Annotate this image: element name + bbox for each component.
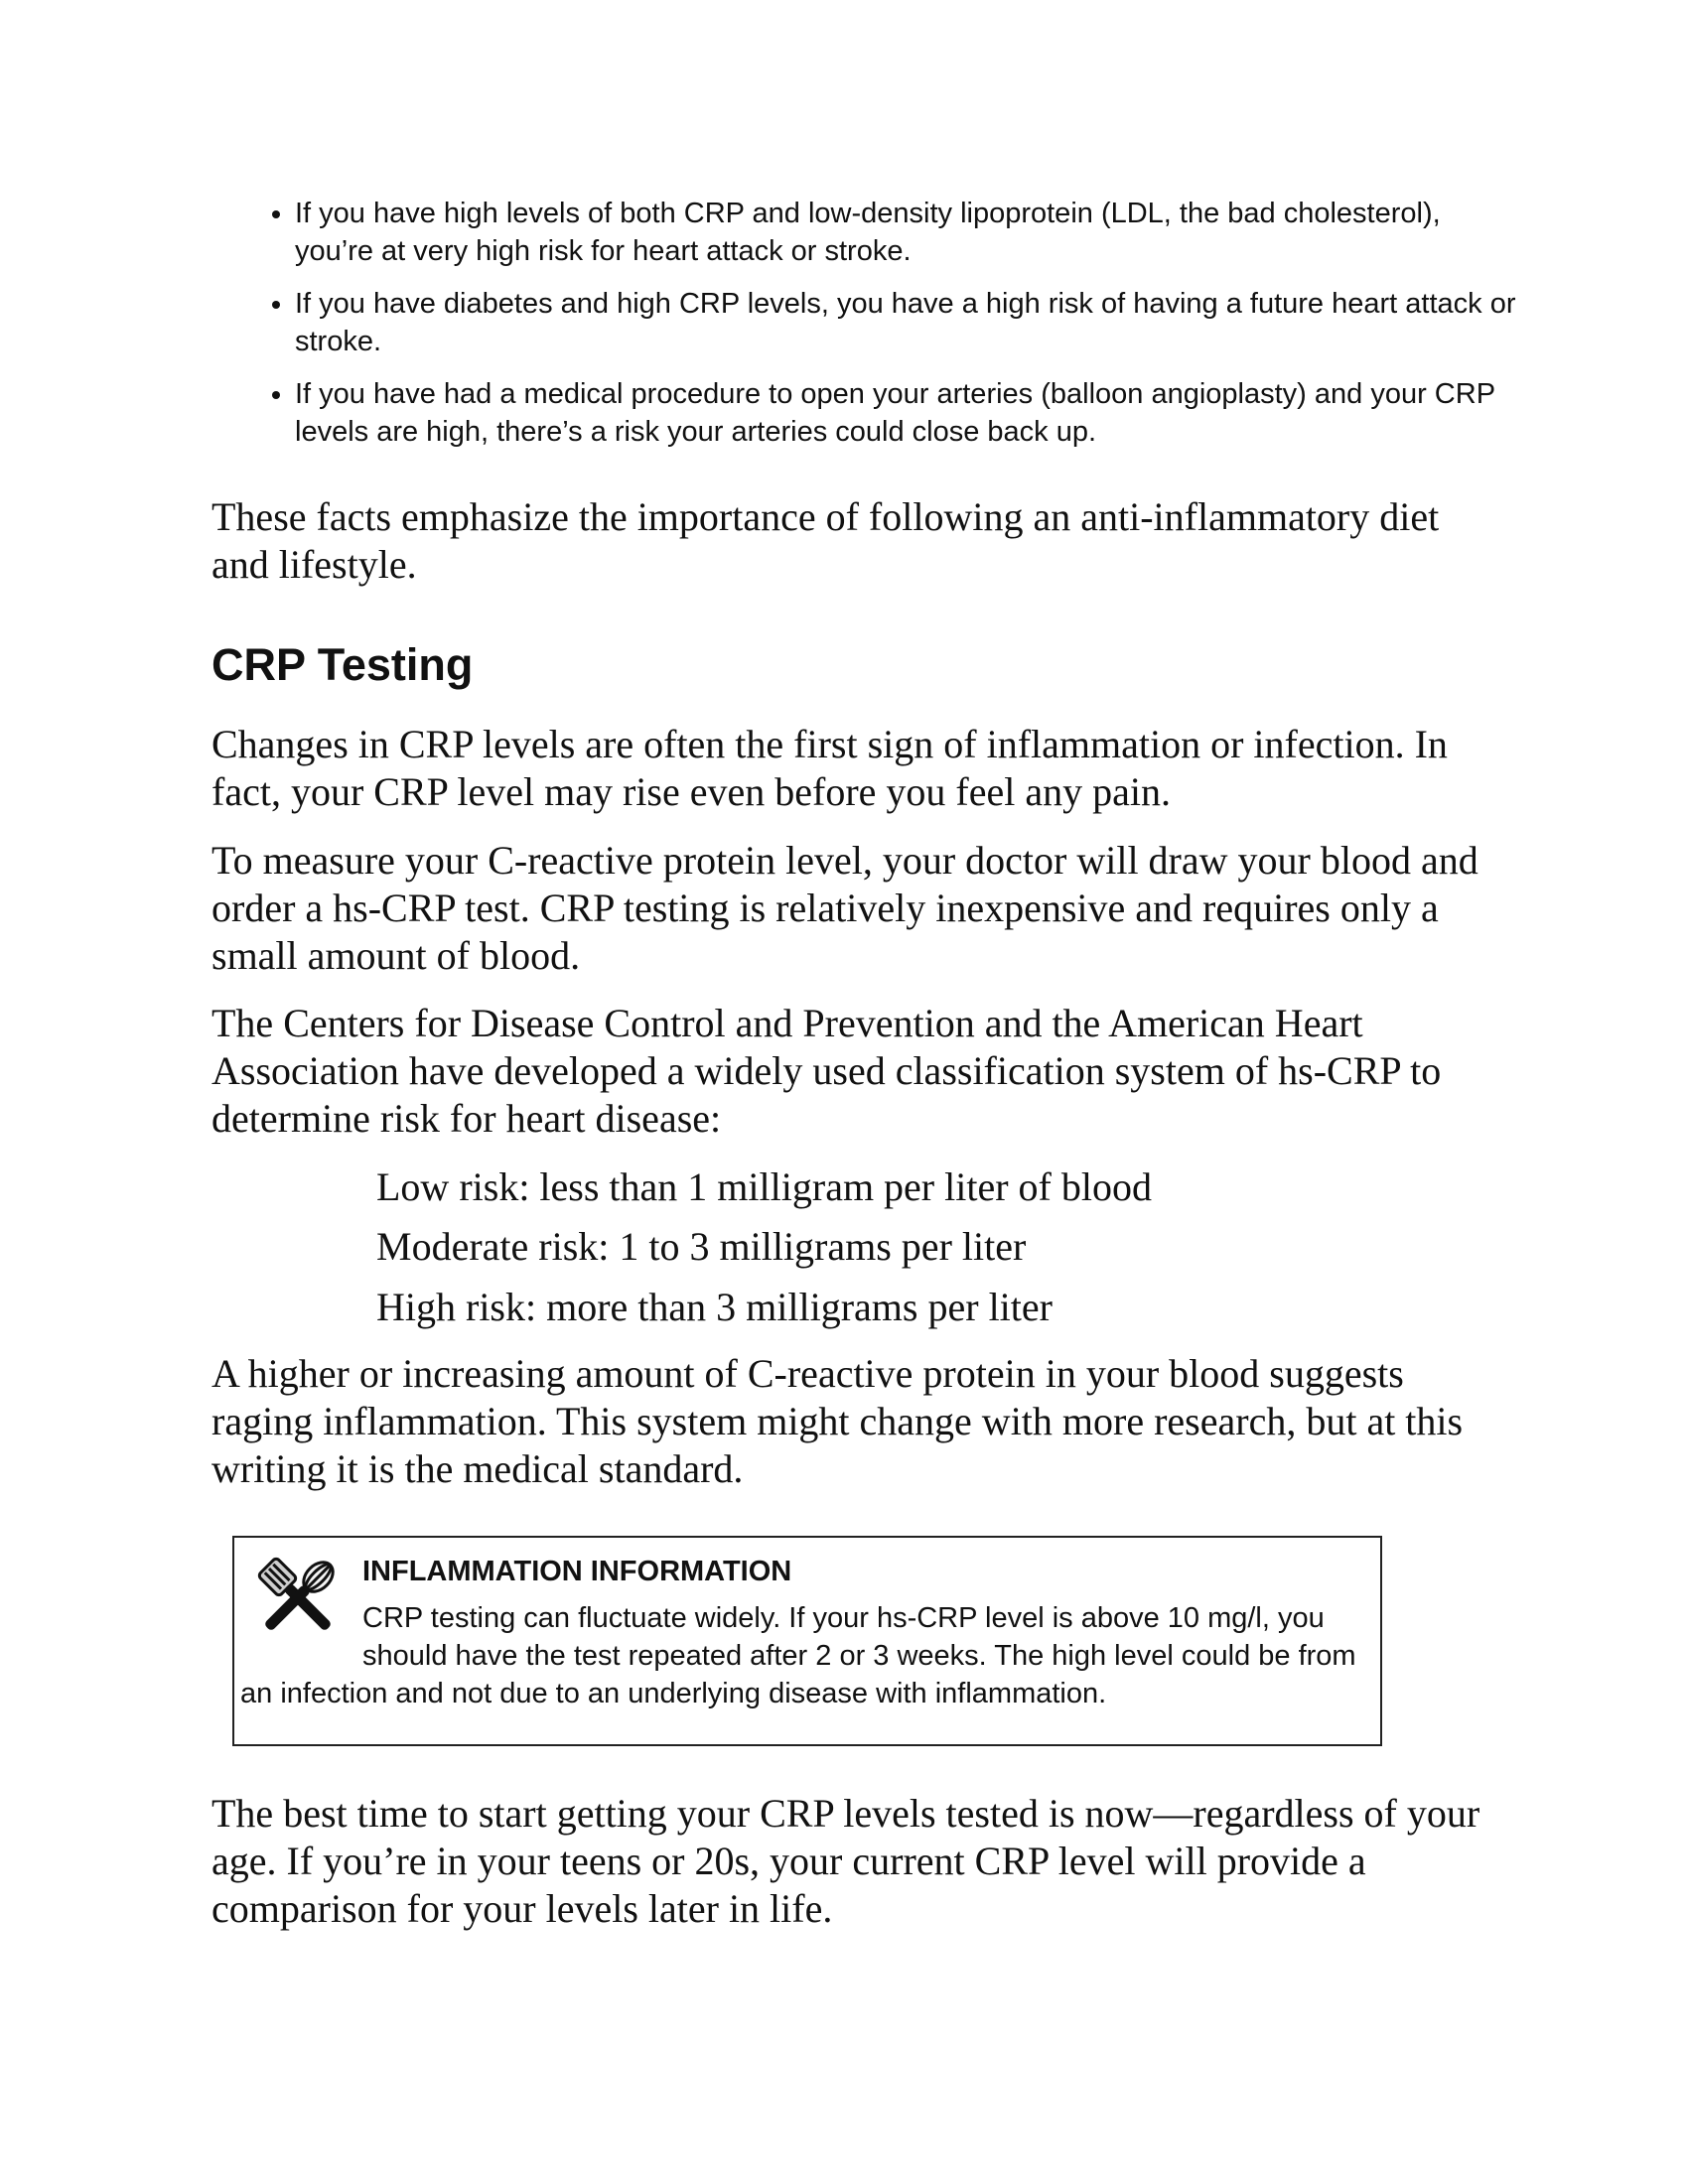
body-paragraph: A higher or increasing amount of C-reactive protein in your blood suggests raging inflammation. This system might change with more research, but at this writing it is the medical standard. (211, 1351, 1464, 1491)
bullet-item: • If you have high levels of both CRP and low-density lipoprotein (LDL, the bad cholesterol), you’re at very high risk for heart attack or stroke. (295, 195, 1526, 270)
bullet-item: • If you have diabetes and high CRP levels, you have a high risk of having a future heart attack or stroke. (295, 285, 1526, 360)
info-callout-box (232, 1536, 1382, 1746)
risk-level-high: High risk: more than 3 milligrams per liter (376, 1285, 1053, 1329)
risk-level-moderate: Moderate risk: 1 to 3 milligrams per liter (376, 1224, 1027, 1269)
risk-level-low: Low risk: less than 1 milligram per liter of blood (376, 1164, 1152, 1209)
intro-paragraph: These facts emphasize the importance of following an anti-inflammatory diet and lifestyle. (211, 494, 1440, 587)
callout-title: INFLAMMATION INFORMATION (362, 1556, 792, 1587)
section-heading: CRP Testing (211, 639, 474, 690)
body-paragraph: Changes in CRP levels are often the first sign of inflammation or infection. In fact, your CRP level may rise even before you feel any pain. (211, 722, 1448, 814)
callout-body: CRP testing can fluctuate widely. If your hs-CRP level is above 10 mg/l, you should have the test repeated after 2 or 3 weeks. The high level could be from an infection and not due to an underlying disease with inflammation. (240, 1602, 1356, 1709)
closing-paragraph: The best time to start getting your CRP levels tested is now—regardless of your age. If you’re in your teens or 20s, your current CRP level will provide a comparison for your levels later in life. (211, 1791, 1480, 1931)
body-paragraph: To measure your C-reactive protein level, your doctor will draw your blood and order a hs-CRP test. CRP testing is relatively inexpensive and requires only a small amount of blood. (211, 838, 1478, 978)
risk-bullet-list (260, 195, 1526, 466)
body-paragraph: The Centers for Disease Control and Prevention and the American Heart Association have developed a widely used classification system of hs-CRP to determine risk for heart disease: (211, 1001, 1442, 1141)
bullet-item: • If you have had a medical procedure to open your arteries (balloon angioplasty) and your CRP levels are high, there’s a risk your arteries could close back up. (295, 375, 1526, 451)
callout-body-container (240, 1599, 1382, 1712)
